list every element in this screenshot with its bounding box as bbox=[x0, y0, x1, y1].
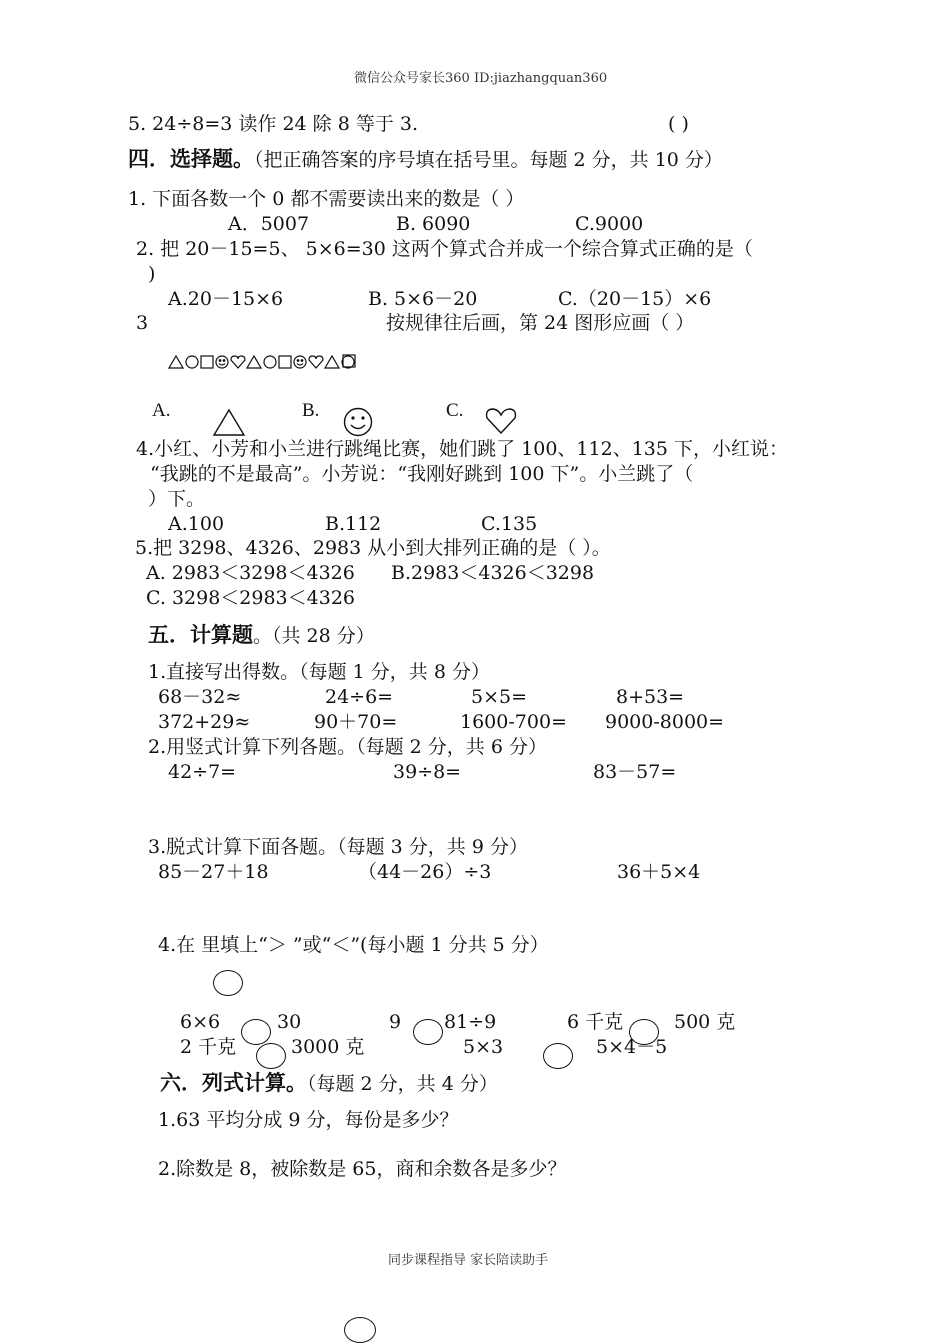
mc-q4-option-b: B.112 bbox=[325, 513, 382, 535]
compare-item: 81÷9 bbox=[444, 1011, 497, 1033]
mc-q1-option-a: A．5007 bbox=[228, 213, 310, 235]
mc-q2-option-a: A.20－15×6 bbox=[168, 288, 284, 310]
section-5-note: 。（共 28 分） bbox=[253, 625, 375, 647]
section-4-note: （把正确答案的序号填在括号里。每题 2 分，共 10 分） bbox=[254, 149, 723, 171]
section-6-note: （每题 2 分，共 4 分） bbox=[307, 1073, 498, 1095]
section-5-title: 五．计算题 bbox=[148, 622, 253, 647]
mc-question-1: 1. 下面各数一个 0 都不需要读出来的数是（ ） bbox=[128, 188, 525, 210]
compare-item: 30 bbox=[277, 1011, 302, 1033]
mc-q2-option-c: C.（20－15）×6 bbox=[558, 288, 712, 310]
section-6-title: 六．列式计算。 bbox=[160, 1070, 307, 1095]
compare-item: 2 千克 bbox=[180, 1036, 237, 1058]
mc-question-3-number: 3 bbox=[136, 312, 149, 334]
step-calc-item: 36＋5×4 bbox=[617, 861, 701, 883]
heart-icon bbox=[484, 407, 518, 435]
mc-question-4-line3: ）下。 bbox=[148, 488, 206, 510]
compare-item: 5×4－5 bbox=[596, 1036, 668, 1058]
comparison-circle-input[interactable] bbox=[241, 1019, 271, 1045]
mc-q4-option-a: A.100 bbox=[168, 513, 225, 535]
vertical-calc-item: 39÷8= bbox=[393, 761, 462, 783]
mc-q3-option-b: B. bbox=[302, 400, 320, 421]
mc-question-4-line1: 4.小红、小芳和小兰进行跳绳比赛，她们跳了 100、112、135 下，小红说： bbox=[136, 438, 789, 460]
mc-q3-option-a: A. bbox=[152, 400, 171, 421]
mc-q2-option-b: B. 5×6－20 bbox=[368, 288, 478, 310]
stray-circle-icon bbox=[344, 1317, 376, 1343]
comparison-circle-input[interactable] bbox=[413, 1019, 443, 1045]
compare-item: 6 千克 bbox=[567, 1011, 624, 1033]
step-calc-item: 85－27＋18 bbox=[158, 861, 269, 883]
mc-q1-option-b: B. 6090 bbox=[396, 213, 471, 235]
mc-q5-option-c: C. 3298＜2983＜4326 bbox=[146, 587, 356, 609]
calc-item: 9000-8000= bbox=[605, 711, 725, 733]
compare-item: 500 克 bbox=[674, 1011, 736, 1033]
shape-sequence-icon bbox=[168, 354, 358, 370]
smiley-face-icon bbox=[342, 407, 374, 437]
triangle-icon bbox=[212, 408, 246, 436]
calc-item: 68－32≈ bbox=[158, 686, 242, 708]
calc-item: 8+53= bbox=[616, 686, 685, 708]
mc-question-5: 5.把 3298、4326、2983 从小到大排列正确的是（ ）。 bbox=[135, 537, 611, 559]
compare-item: 9 bbox=[389, 1011, 402, 1033]
step-calc-item: （44－26）÷3 bbox=[358, 861, 492, 883]
calc-item: 90＋70= bbox=[314, 711, 398, 733]
comparison-circle-input[interactable] bbox=[543, 1043, 573, 1069]
calc-part-4-title: 4.在 里填上“＞ ”或“＜”(每小题 1 分共 5 分） bbox=[158, 934, 549, 956]
page-footer: 同步课程指导 家长陪读助手 bbox=[388, 1253, 549, 1268]
page-header: 微信公众号家长360 ID:jiazhangquan360 bbox=[354, 71, 608, 86]
calc-item: 1600-700= bbox=[460, 711, 567, 733]
calc-item: 24÷6= bbox=[325, 686, 394, 708]
calc-part-2-title: 2.用竖式计算下列各题。（每题 2 分，共 6 分） bbox=[148, 736, 547, 758]
comparison-circle-input[interactable] bbox=[256, 1043, 286, 1069]
mc-q5-option-b: B.2983＜4326＜3298 bbox=[391, 562, 595, 584]
calc-part-3-title: 3.脱式计算下面各题。（每题 3 分，共 9 分） bbox=[148, 836, 528, 858]
mc-question-4-line2: “我跳的不是最高”。小芳说：“我刚好跳到 100 下”。小兰跳了（ bbox=[150, 463, 694, 485]
compare-item: 3000 克 bbox=[291, 1036, 365, 1058]
compare-item: 6×6 bbox=[180, 1011, 221, 1033]
judgment-question-5: 5. 24÷8=3 读作 24 除 8 等于 3. bbox=[128, 113, 418, 135]
mc-question-2: 2. 把 20－15=5、 5×6=30 这两个算式合并成一个综合算式正确的是（ bbox=[136, 238, 753, 260]
word-problem-1: 1.63 平均分成 9 分，每份是多少？ bbox=[158, 1109, 459, 1131]
section-4-title: 四．选择题。 bbox=[128, 146, 254, 171]
vertical-calc-item: 83－57= bbox=[593, 761, 677, 783]
answer-parentheses: ( ) bbox=[668, 113, 689, 135]
calc-item: 5×5= bbox=[471, 686, 528, 708]
mc-q5-option-a: A. 2983＜3298＜4326 bbox=[146, 562, 355, 584]
vertical-calc-item: 42÷7= bbox=[168, 761, 237, 783]
calc-item: 372+29≈ bbox=[158, 711, 251, 733]
compare-item: 5×3 bbox=[463, 1036, 504, 1058]
section-5-heading bbox=[148, 623, 375, 648]
mc-q3-option-c: C. bbox=[446, 400, 464, 421]
section-4-heading bbox=[128, 147, 723, 172]
square-icon bbox=[342, 354, 356, 368]
mc-q1-option-c: C.9000 bbox=[575, 213, 644, 235]
comparison-circle-icon bbox=[213, 970, 243, 996]
mc-question-2-cont: ) bbox=[148, 263, 156, 285]
section-6-heading bbox=[160, 1071, 498, 1096]
mc-q4-option-c: C.135 bbox=[481, 513, 538, 535]
calc-part-1-title: 1.直接写出得数。（每题 1 分，共 8 分） bbox=[148, 661, 490, 683]
word-problem-2: 2.除数是 8，被除数是 65，商和余数各是多少？ bbox=[158, 1158, 567, 1180]
mc-question-3: 按规律往后画，第 24 图形应画（ ） bbox=[386, 312, 695, 334]
